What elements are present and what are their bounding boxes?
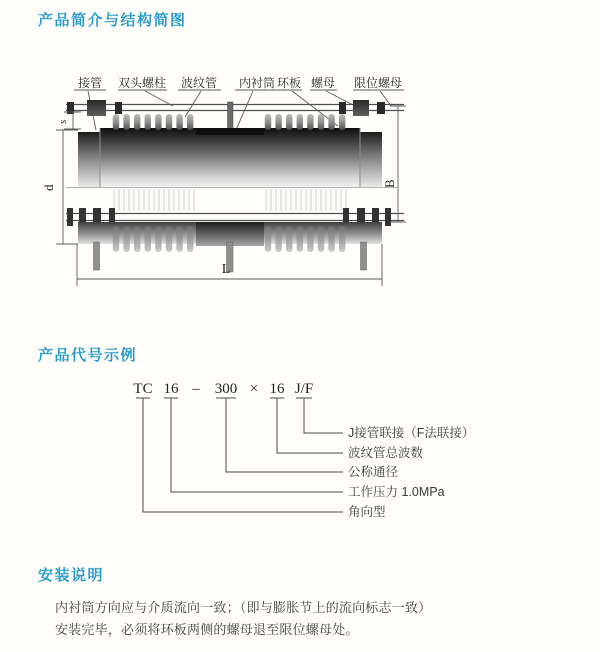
rod-nut xyxy=(115,102,122,114)
rod-nut-large xyxy=(353,100,369,116)
leader-bellows xyxy=(178,90,221,117)
part-label-connecting-pipe: 接管 xyxy=(77,76,103,90)
dim-line-B xyxy=(390,106,406,222)
intro-section-title: 产品简介与结构简图 xyxy=(38,12,187,29)
center-stud xyxy=(228,102,234,130)
code-connectors xyxy=(136,398,343,512)
reflection-lines xyxy=(114,189,346,211)
product-code-diagram xyxy=(0,375,600,535)
install-note-flow-direction: 内衬筒方向应与介质流向一致；（即与膨胀节上的流向标志一致） xyxy=(55,600,432,615)
legend-wave-count: 波纹管总波数 xyxy=(348,446,424,460)
part-label-limit-nut: 限位螺母 xyxy=(353,76,403,90)
dim-label-d: d xyxy=(41,184,56,191)
legend-working-pressure: 工作压力 1.0MPa xyxy=(348,485,445,499)
part-label-stud: 双头螺柱 xyxy=(117,76,167,90)
install-section-title: 安装说明 xyxy=(38,567,105,584)
dim-label-B: B xyxy=(382,179,397,188)
leader-stud xyxy=(118,90,173,106)
right-pipe xyxy=(360,132,382,187)
body-shell xyxy=(100,128,360,187)
code-section-title: 产品代号示例 xyxy=(38,347,138,364)
code-token-pressure: 16 xyxy=(163,381,179,397)
rod-nut-large xyxy=(87,100,106,116)
code-token-diameter: 300 xyxy=(214,381,238,397)
bellows-right xyxy=(265,114,346,130)
tie-rod-bottom xyxy=(66,214,404,221)
code-token-type: TC xyxy=(133,381,153,397)
left-pipe xyxy=(78,132,100,187)
dim-label-s: s xyxy=(57,119,69,124)
joint-body-bottom xyxy=(66,189,404,272)
rod-nut-limit xyxy=(377,102,385,114)
liner-band xyxy=(196,128,264,135)
code-tokens xyxy=(133,381,313,397)
legend-nominal-diameter: 公称通径 xyxy=(348,465,399,479)
structure-diagram xyxy=(0,60,600,310)
part-label-nut: 螺母 xyxy=(310,76,336,90)
install-note-nut-position: 安装完毕，必须将环板两侧的螺母退至限位螺母处。 xyxy=(55,622,359,637)
dim-label-L: L xyxy=(221,262,231,277)
part-label-bellows: 波纹管 xyxy=(180,76,218,90)
code-token-dash: – xyxy=(192,381,200,397)
code-token-times: × xyxy=(249,381,259,397)
part-label-liner: 内衬筒 xyxy=(238,76,276,90)
legend-connection: J接管联接（F法联接） xyxy=(348,426,475,440)
code-token-connection: J/F xyxy=(294,381,314,397)
part-label-ring-plate: 环板 xyxy=(276,76,302,90)
bellows-left xyxy=(113,114,194,130)
legend-angular-type: 角向型 xyxy=(348,505,386,519)
code-legend xyxy=(348,425,474,519)
code-token-waves: 16 xyxy=(269,381,285,397)
rod-nut xyxy=(339,102,346,114)
